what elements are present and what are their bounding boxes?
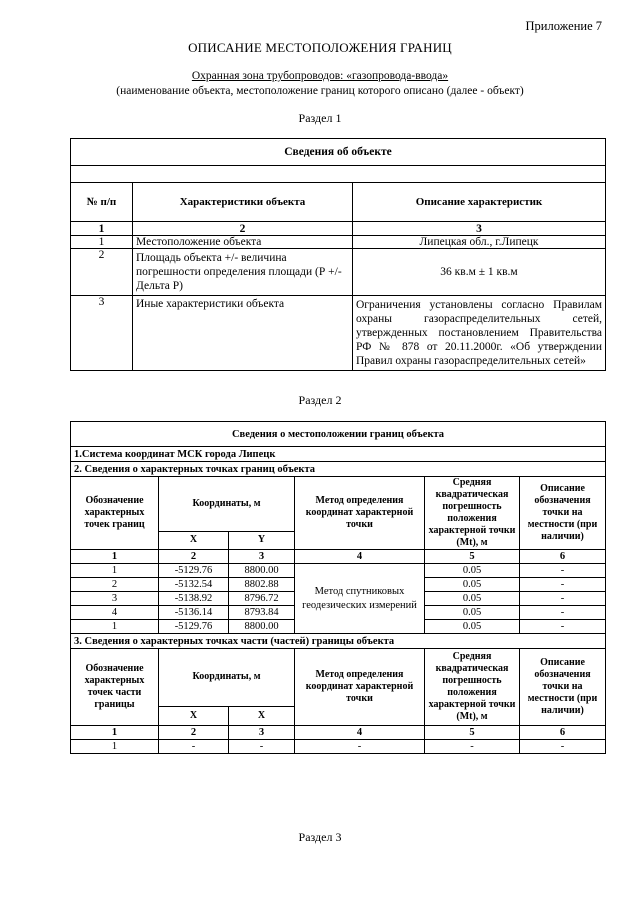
table-row	[71, 740, 606, 754]
num-cell: 5	[425, 550, 520, 564]
col-number: № п/п	[71, 183, 133, 222]
point-number: 1	[71, 620, 159, 634]
hdr-point-part: Обозначение характерных точек части границы	[71, 649, 159, 726]
hdr-x: X	[159, 706, 229, 725]
table-row	[71, 249, 606, 296]
point-x: -5138.92	[159, 592, 229, 606]
point-x: -5132.54	[159, 578, 229, 592]
point-y: 8796.72	[229, 592, 295, 606]
hdr-x: X	[229, 706, 295, 725]
point-number: 1	[71, 564, 159, 578]
boundary-title: Сведения о местоположении границ объекта	[71, 422, 606, 447]
point-x: -5129.76	[159, 564, 229, 578]
point-error: 0.05	[425, 564, 520, 578]
num-cell: 2	[159, 550, 229, 564]
num-cell: 1	[71, 222, 133, 236]
coord-system: 1.Система координат МСК города Липецк	[71, 447, 606, 462]
num-cell: 4	[295, 550, 425, 564]
object-name: Охранная зона трубопроводов: «газопровода-ввода»	[191, 70, 449, 82]
hdr-coords: Координаты, м	[159, 649, 295, 707]
num-cell: 3	[229, 550, 295, 564]
row-number: 2	[71, 249, 133, 296]
point-error: 0.05	[425, 592, 520, 606]
part-point-y: -	[229, 740, 295, 754]
part-point-number: 1	[71, 740, 159, 754]
part3-title: 3. Сведения о характерных точках части (частей) границы объекта	[71, 634, 606, 649]
point-x: -5129.76	[159, 620, 229, 634]
hdr-description: Описание обозначения точки на местности (при наличии)	[520, 649, 606, 726]
part-point-error: -	[425, 740, 520, 754]
num-cell: 3	[229, 726, 295, 740]
point-description: -	[520, 620, 606, 634]
col-characteristic: Характеристики объекта	[133, 183, 353, 222]
object-info-title: Сведения об объекте	[71, 139, 606, 166]
hdr-description: Описание обозначения точки на местности (при наличии)	[520, 477, 606, 550]
row-number: 3	[71, 296, 133, 371]
row-characteristic: Иные характеристики объекта	[133, 296, 353, 371]
document-title: ОПИСАНИЕ МЕСТОПОЛОЖЕНИЯ ГРАНИЦ	[188, 40, 452, 55]
hdr-x: X	[159, 531, 229, 549]
row-description: Ограничения установлены согласно Правилам охраны газораспределительных сетей, утвержденных постановлением Правительства РФ № 878 от 20.11.2000г. «Об утверждении Правил охраны газораспределительных сетей»	[353, 296, 606, 371]
point-y: 8802.88	[229, 578, 295, 592]
object-info-table	[70, 138, 606, 371]
num-cell: 6	[520, 550, 606, 564]
num-cell: 6	[520, 726, 606, 740]
row-description: 36 кв.м ± 1 кв.м	[353, 249, 606, 296]
part2-title: 2. Сведения о характерных точках границ объекта	[71, 462, 606, 477]
num-cell: 5	[425, 726, 520, 740]
num-cell: 1	[71, 726, 159, 740]
section-3-label: Раздел 3	[298, 830, 342, 844]
col-description: Описание характеристик	[353, 183, 606, 222]
boundary-table	[70, 421, 606, 754]
point-description: -	[520, 592, 606, 606]
row-characteristic: Местоположение объекта	[133, 236, 353, 249]
point-y: 8800.00	[229, 564, 295, 578]
hdr-error: Средняя квадратическая погрешность положения характерной точки (Mt), м	[425, 649, 520, 726]
object-note: (наименование объекта, местоположение границ которого описано (далее - объект)	[116, 85, 524, 97]
blank-row	[71, 166, 606, 183]
point-y: 8800.00	[229, 620, 295, 634]
part-point-description: -	[520, 740, 606, 754]
num-cell: 2	[159, 726, 229, 740]
point-y: 8793.84	[229, 606, 295, 620]
part-point-x: -	[159, 740, 229, 754]
section-1-label: Раздел 1	[298, 111, 342, 125]
point-description: -	[520, 606, 606, 620]
point-number: 4	[71, 606, 159, 620]
hdr-method: Метод определения координат характерной точки	[295, 477, 425, 550]
part-point-method: -	[295, 740, 425, 754]
hdr-error: Средняя квадратическая погрешность положения характерной точки (Mt), м	[425, 477, 520, 550]
table-row	[71, 236, 606, 249]
hdr-method: Метод определения координат характерной точки	[295, 649, 425, 726]
row-characteristic: Площадь объекта +/- величина погрешности определения площади (Р +/- Дельта Р)	[133, 249, 353, 296]
appendix-label: Приложение 7	[525, 19, 602, 33]
section-2-label: Раздел 2	[298, 393, 342, 407]
num-cell: 1	[71, 550, 159, 564]
row-number: 1	[71, 236, 133, 249]
point-error: 0.05	[425, 620, 520, 634]
hdr-y: Y	[229, 531, 295, 549]
point-x: -5136.14	[159, 606, 229, 620]
point-error: 0.05	[425, 606, 520, 620]
row-description: Липецкая обл., г.Липецк	[353, 236, 606, 249]
point-number: 3	[71, 592, 159, 606]
table-row	[71, 564, 606, 578]
num-cell: 3	[353, 222, 606, 236]
point-number: 2	[71, 578, 159, 592]
table-row	[71, 296, 606, 371]
point-description: -	[520, 564, 606, 578]
num-cell: 4	[295, 726, 425, 740]
point-description: -	[520, 578, 606, 592]
point-error: 0.05	[425, 578, 520, 592]
hdr-coords: Координаты, м	[159, 477, 295, 532]
num-cell: 2	[133, 222, 353, 236]
hdr-point: Обозначение характерных точек границ	[71, 477, 159, 550]
method-cell: Метод спутниковых геодезических измерений	[295, 564, 425, 634]
